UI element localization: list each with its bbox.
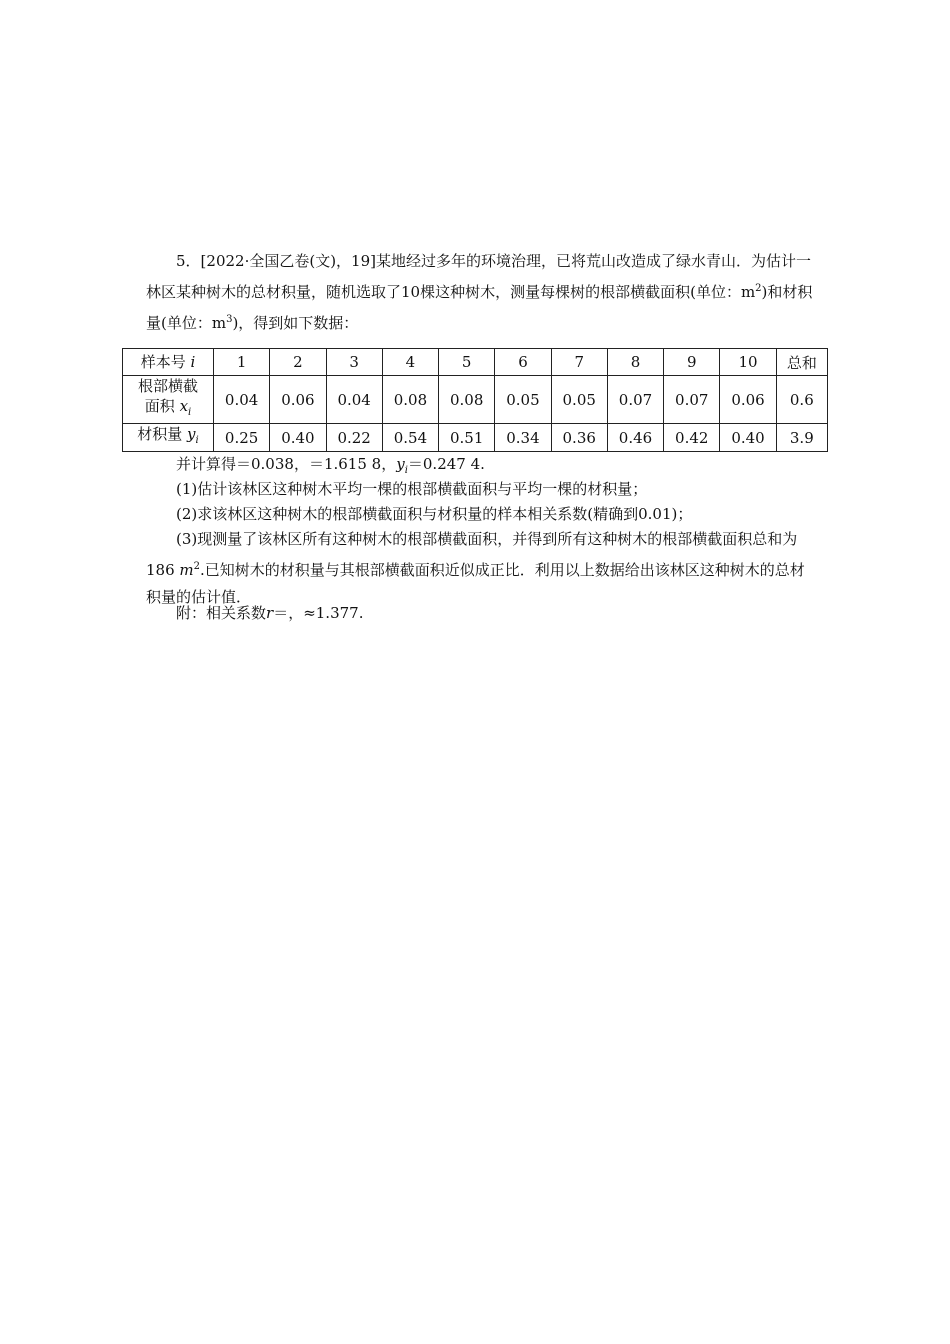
x-cell: 0.04 [326, 376, 382, 424]
q3-text: .已知树木的材积量与其根部横截面积近似成正比．利用以上数据给出该林区这种树木的总材积量的估计值． [146, 561, 805, 606]
unit: m [179, 561, 194, 579]
index-cell: 10 [720, 349, 776, 376]
superscript: 3 [226, 314, 233, 325]
y-cell: 0.46 [607, 424, 663, 452]
index-cell: 8 [607, 349, 663, 376]
y-cell: 0.51 [439, 424, 495, 452]
appendix-line [146, 600, 814, 627]
x-total-cell: 0.6 [776, 376, 827, 424]
question-1: (1)估计该林区这种树木平均一棵的根部横截面积与平均一棵的材积量； [176, 480, 648, 498]
label-text: 面积 [144, 397, 175, 415]
index-cell: 3 [326, 349, 382, 376]
calc-text: ＝0.247 4. [407, 455, 485, 473]
label-text: 材积量 [137, 425, 183, 443]
table-row-y [123, 424, 828, 452]
intro-text: 某地经过多年的环境治理，已将荒山改造成了绿水青山．为估计一林区某种树木的总材积量，随机选取了10棵这种树木，测量每棵树的根部横截面积(单位：m [146, 252, 812, 301]
subscript: i [188, 407, 192, 418]
y-cell: 0.54 [382, 424, 438, 452]
total-header-cell: 总和 [776, 349, 827, 376]
y-cell: 0.22 [326, 424, 382, 452]
index-cell: 9 [664, 349, 720, 376]
x-cell: 0.07 [607, 376, 663, 424]
var: r [266, 604, 274, 622]
index-cell: 1 [214, 349, 270, 376]
problem-number: 5． [176, 252, 201, 270]
problem-source: [2022·全国乙卷(文)，19] [200, 252, 376, 270]
superscript: 2 [193, 561, 201, 572]
table-row-index [123, 349, 828, 376]
label-text: 根部横截 [137, 377, 198, 395]
var: y [396, 455, 405, 473]
y-total-cell: 3.9 [776, 424, 827, 452]
row-x-label [123, 376, 214, 424]
x-cell: 0.06 [270, 376, 326, 424]
header-label: 样本号 [140, 353, 186, 371]
index-cell: 6 [495, 349, 551, 376]
problem-intro [146, 248, 814, 337]
subscript: i [195, 435, 199, 446]
intro-text: )，得到如下数据： [232, 314, 359, 332]
appendix-text: 附：相关系数 [176, 604, 267, 622]
x-cell: 0.07 [664, 376, 720, 424]
intro-text: )和材积量(单位：m [146, 283, 813, 332]
y-cell: 0.36 [551, 424, 607, 452]
header-cell [123, 349, 214, 376]
index-cell: 4 [382, 349, 438, 376]
y-cell: 0.40 [270, 424, 326, 452]
y-cell: 0.25 [214, 424, 270, 452]
data-table [122, 348, 828, 452]
subscript: i [404, 465, 408, 476]
header-var: i [190, 353, 196, 371]
x-cell: 0.08 [439, 376, 495, 424]
x-cell: 0.04 [214, 376, 270, 424]
var: x [179, 397, 189, 415]
index-cell: 5 [439, 349, 495, 376]
x-cell: 0.05 [551, 376, 607, 424]
x-cell: 0.05 [495, 376, 551, 424]
y-cell: 0.42 [664, 424, 720, 452]
x-cell: 0.08 [382, 376, 438, 424]
calc-text: 并计算得＝0.038，＝1.615 8， [176, 455, 397, 473]
y-cell: 0.40 [720, 424, 776, 452]
row-y-label [123, 424, 214, 452]
appendix-text: ＝，≈1.377. [273, 604, 364, 622]
index-cell: 7 [551, 349, 607, 376]
question-2: (2)求该林区这种树木的根部横截面积与材积量的样本相关系数(精确到0.01)； [176, 505, 693, 523]
index-cell: 2 [270, 349, 326, 376]
superscript: 2 [755, 283, 762, 294]
x-cell: 0.06 [720, 376, 776, 424]
y-cell: 0.34 [495, 424, 551, 452]
table-row-x [123, 376, 828, 424]
var: y [187, 425, 196, 443]
q3-text: (3)现测量了该林区所有这种树木的根部横截面积，并得到所有这种树木的根部横截面积总和为186 [146, 530, 798, 579]
question-3 [146, 526, 814, 611]
